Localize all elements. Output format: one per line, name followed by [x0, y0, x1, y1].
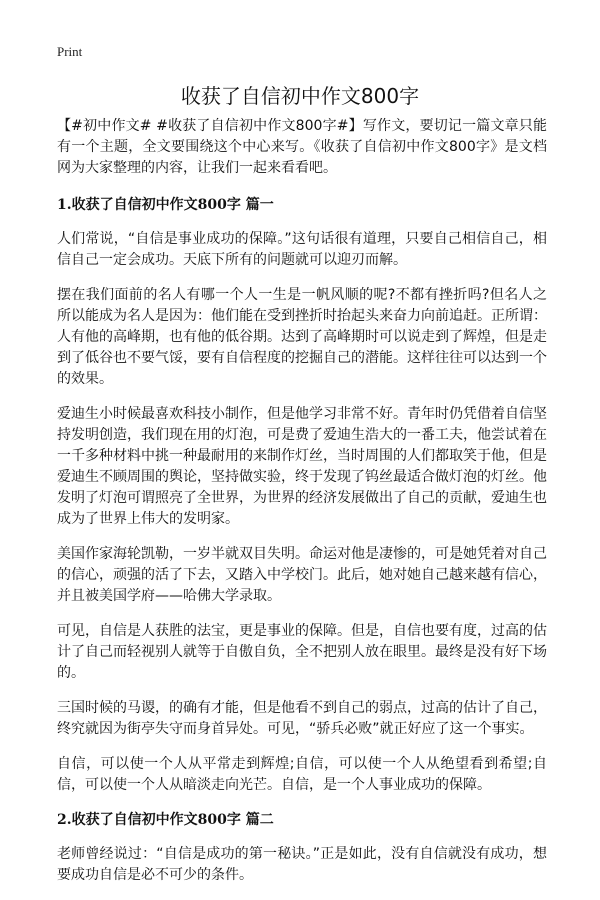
article-body: [57, 116, 547, 900]
section-heading-2: 2.收获了自信初中作文800字 篇二: [57, 812, 274, 828]
section-1-paragraph-5: 可见，自信是人获胜的法宝，更是事业的保障。但是，自信也要有度，过高的估计了自己而轻视别人就等于自傲自负，全不把别人放在眼里。最终是没有好下场的。: [57, 623, 547, 681]
section-1-paragraph-3: 爱迪生小时候最喜欢科技小制作，但是他学习非常不好。青年时仍凭借着自信坚持发明创造，我们现在用的灯泡，可是费了爱迪生浩大的一番工夫，他尝试着在一千多种材料中挑一种最耐用的来制作灯丝，当时周围的人们都取笑于他，但是爱迪生不顾周围的舆论，坚持做实验，终于发现了钨丝最适合做灯泡的灯丝。他发明了灯泡可谓照亮了全世界，为世界的经济发展做出了自己的贡献，爱迪生也成为了世界上伟大的发明家。: [57, 406, 547, 527]
section-2-paragraph-1: 老师曾经说过：“自信是成功的第一秘诀。”正是如此，没有自信就没有成功，想要成功自信是必不可少的条件。: [57, 846, 547, 883]
section-1-paragraph-1: 人们常说，“自信是事业成功的保障。”这句话很有道理，只要自己相信自己，相信自己一定会成功。天底下所有的问题就可以迎刃而解。: [57, 231, 547, 268]
section-1-paragraph-6: 三国时候的马谡，的确有才能，但是他看不到自己的弱点，过高的估计了自己，终究就因为街亭失守而身首异处。可见，“骄兵必败”就正好应了这一个事实。: [57, 700, 547, 737]
intro-paragraph: 【#初中作文# #收获了自信初中作文800字#】写作文，要切记一篇文章只能有一个主题，全文要围绕这个中心来写。《收获了自信初中作文800字》是文档网为大家整理的内容，让我们一起来看看吧。: [57, 118, 547, 176]
section-1-paragraph-7: 自信，可以使一个人从平常走到辉煌;自信，可以使一个人从绝望看到希望;自信，可以使一个人从暗淡走向光芒。自信，是一个人事业成功的保障。: [57, 756, 547, 793]
section-1-paragraph-2: 摆在我们面前的名人有哪一个人一生是一帆风顺的呢?不都有挫折吗?但名人之所以能成为名人是因为：他们能在受到挫折时抬起头来奋力向前追赶。正所谓：人有他的高峰期，也有他的低谷期。达到了高峰期时可以说走到了辉煌，但是走到了低谷也不要气馁，要有自信程度的挖掘自己的潜能。这样往往可以达到一个的效果。: [57, 287, 547, 387]
section-1-paragraph-4: 美国作家海轮凯勒，一岁半就双目失明。命运对他是凄惨的，可是她凭着对自己的信心，顽强的活了下去，又踏入中学校门。此后，她对她自己越来越有信心，并且被美国学府——哈佛大学录取。: [57, 546, 547, 604]
page-title: 收获了自信初中作文800字: [180, 84, 420, 108]
section-heading-1: 1.收获了自信初中作文800字 篇一: [57, 197, 274, 213]
print-link[interactable]: Print: [57, 44, 83, 59]
